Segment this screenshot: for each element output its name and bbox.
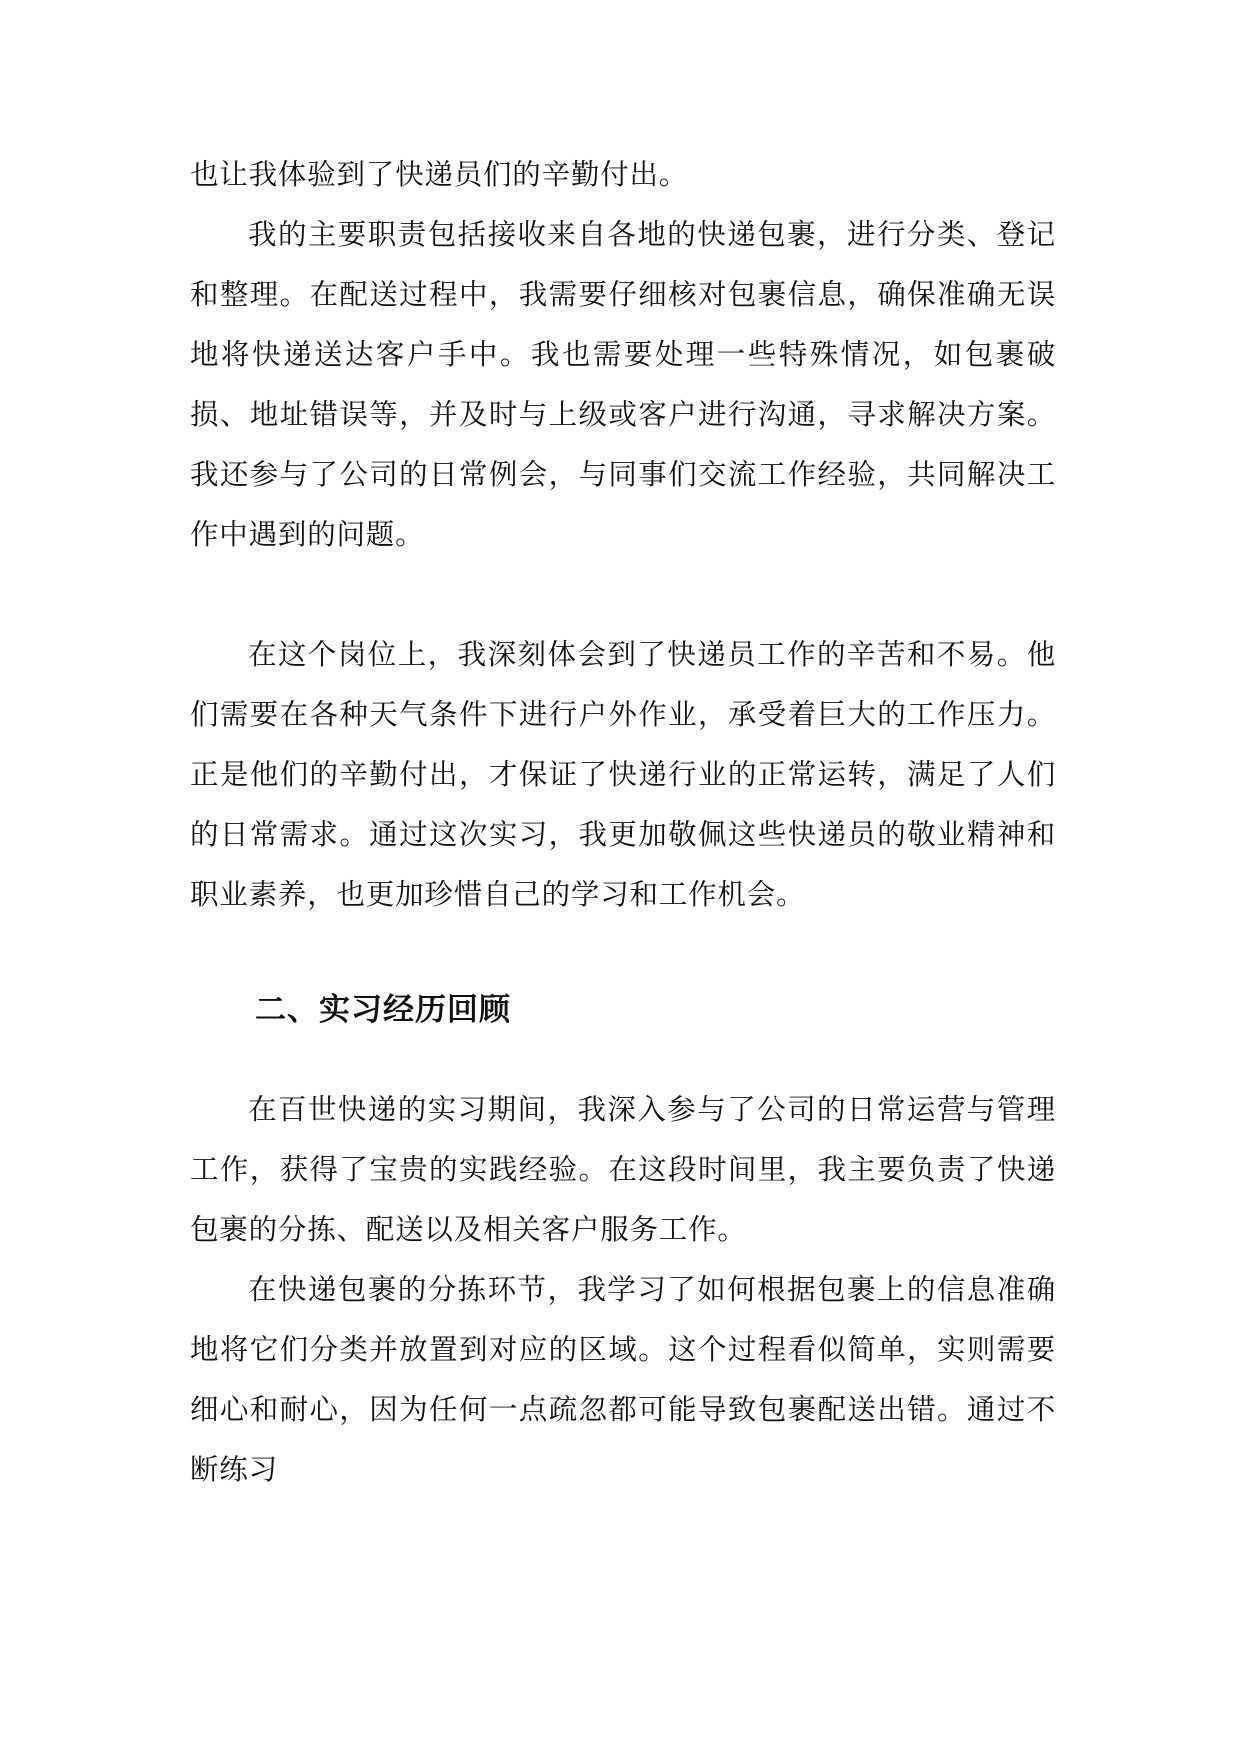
paragraph-sorting: 在快递包裹的分拣环节，我学习了如何根据包裹上的信息准确地将它们分类并放置到对应的区域。这个过程看似简单，实则需要细心和耐心，因为任何一点疏忽都可能导致包裹配送出错。通过不断练习 bbox=[190, 1273, 1056, 1486]
section-heading: 二、实习经历回顾 bbox=[255, 992, 511, 1028]
paragraph-reflection: 在这个岗位上，我深刻体会到了快递员工作的辛苦和不易。他们需要在各种天气条件下进行户外作业，承受着巨大的工作压力。正是他们的辛勤付出，才保证了快递行业的正常运转，满足了人们的日常需求。通过这次实习，我更加敬佩这些快递员的敬业精神和职业素养，也更加珍惜自己的学习和工作机会。 bbox=[190, 638, 1056, 911]
paragraph-internship-overview: 在百世快递的实习期间，我深入参与了公司的日常运营与管理工作，获得了宝贵的实践经验。在这段时间里，我主要负责了快递包裹的分拣、配送以及相关客户服务工作。 bbox=[190, 1093, 1056, 1246]
paragraph-responsibilities: 我的主要职责包括接收来自各地的快递包裹，进行分类、登记和整理。在配送过程中，我需要仔细核对包裹信息，确保准确无误地将快递送达客户手中。我也需要处理一些特殊情况，如包裹破损、地址错误等，并及时与上级或客户进行沟通，寻求解决方案。我还参与了公司的日常例会，与同事们交流工作经验，共同解决工作中遇到的问题。 bbox=[190, 218, 1056, 551]
paragraph-continuation: 也让我体验到了快递员们的辛勤付出。 bbox=[190, 158, 689, 191]
